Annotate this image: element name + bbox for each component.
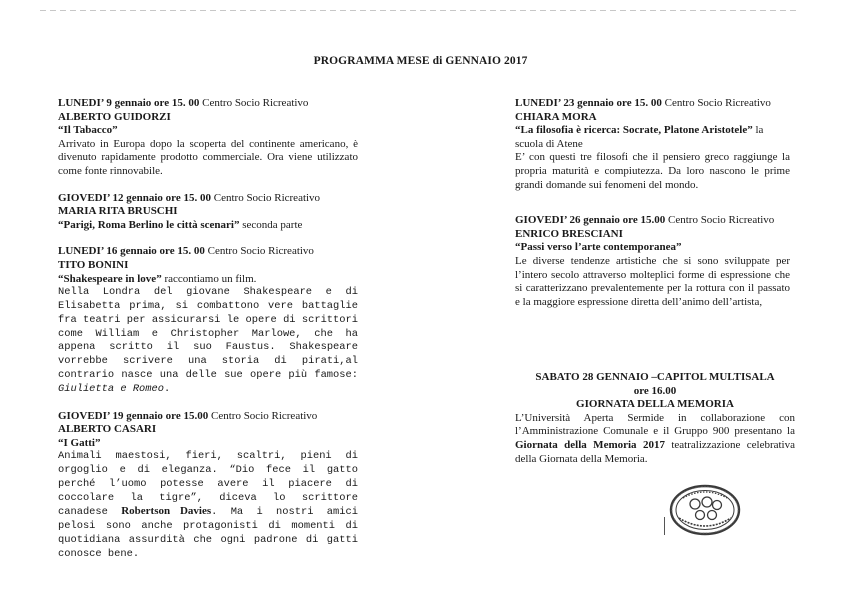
event-header (58, 245, 358, 259)
event-venue: Centro Socio Ricreativo (204, 245, 314, 258)
description-end: . (164, 382, 171, 395)
event-header (515, 97, 790, 111)
page-title: PROGRAMMA MESE di GENNAIO 2017 (313, 55, 528, 67)
description-bold: Giornata della Memoria 2017 (515, 438, 665, 451)
event-title: “La filosofia è ricerca: Socrate, Platone Aristotele” (515, 124, 753, 137)
event-title: “Parigi, Roma Berlino le città scenari” (58, 218, 240, 231)
event-26-gennaio (515, 214, 790, 309)
event-description (58, 450, 358, 561)
event-venue: Centro Socio Ricreativo (211, 191, 321, 204)
event-subtitle: seconda parte (239, 218, 303, 231)
special-title: GIORNATA DELLA MEMORIA (576, 398, 734, 411)
event-23-gennaio (515, 97, 790, 192)
event-title: “Il Tabacco” (58, 124, 118, 137)
event-subtitle: raccontiamo un film. (161, 272, 257, 285)
event-header (58, 192, 358, 206)
event-title-line (58, 273, 358, 287)
description-italic: Giulietta e Romeo (58, 382, 165, 395)
event-date: LUNEDI’ 23 gennaio ore 15. 00 (515, 97, 662, 109)
event-venue: Centro Socio Ricreativo (199, 97, 309, 109)
event-date: LUNEDI’ 16 gennaio ore 15. 00 (58, 245, 205, 258)
event-19-gennaio (58, 410, 358, 562)
event-date: LUNEDI’ 9 gennaio ore 15. 00 (58, 97, 200, 109)
event-header (58, 410, 358, 424)
event-title-line (58, 219, 358, 233)
speaker-name: ALBERTO CASARI (58, 423, 157, 436)
speaker-name: MARIA RITA BRUSCHI (58, 205, 178, 218)
event-header (515, 214, 790, 228)
event-venue: Centro Socio Ricreativo (661, 97, 771, 109)
description-bold: Robertson Davies (121, 505, 212, 518)
event-title-line (515, 124, 790, 151)
description-end: . Ma i nostri amici pelosi sono anche protagonisti di momenti di quotidiana assurdità che ogni padrone di gatti conosce bene. (58, 506, 358, 560)
left-column (58, 97, 358, 575)
event-title: “I Gatti” (58, 436, 101, 449)
speaker-name: ENRICO BRESCIANI (515, 227, 623, 240)
description-text: L’Università Aperta Sermide in collaborazione con l’Amministrazione Comunale e il Gruppo 900 presentano la (515, 411, 795, 438)
event-header (58, 97, 358, 111)
event-venue: Centro Socio Ricreativo (208, 409, 318, 422)
event-title: “Shakespeare in love” (58, 272, 162, 285)
event-date: GIOVEDI’ 19 gennaio ore 15.00 (58, 409, 209, 422)
speaker-name: CHIARA MORA (515, 110, 597, 123)
speaker-name: TITO BONINI (58, 258, 129, 271)
special-description (515, 412, 795, 466)
event-16-gennaio (58, 245, 358, 396)
scan-artifact-line (40, 10, 800, 11)
special-time: ore 16.00 (633, 384, 677, 397)
event-description: Arrivato in Europa dopo la scoperta del continente americano, è divenuto rapidamente prodotto commerciale. Ora viene utilizzato come fonte rinnovabile. (58, 137, 358, 177)
event-description: E’ con questi tre filosofi che il pensiero greco raggiunge la propria maturità e compiutezza. Da loro nascono le prime grandi domande sui fenomeni del mondo. (515, 151, 790, 191)
event-subtitle: la scuola di Atene (515, 124, 764, 150)
event-date: GIOVEDI’ 12 gennaio ore 15. 00 (58, 191, 211, 204)
special-event-memoria (515, 371, 795, 466)
pen-mark (664, 517, 665, 535)
speaker-name: ALBERTO GUIDORZI (58, 110, 171, 123)
event-9-gennaio (58, 97, 358, 179)
event-description: Le diverse tendenze artistiche che si sono sviluppate per l’intero secolo attraverso molteplici forme di espressione che si caratterizzano prevalentemente per la rottura con il passato e la maggiore espressione diretta dell’animo dell’artista, (515, 254, 790, 308)
event-title: “Passi verso l’arte contemporanea” (515, 241, 682, 254)
right-column (515, 97, 790, 322)
gruppo-900-stamp-logo (669, 484, 741, 536)
description-text: Nella Londra del giovane Shakespeare e di Elisabetta prima, si combattono vere battaglie fra teatri per assicurarsi le opere di scrittori come William e Christopher Marlowe, che ha appena scritto il suo Faustus. Shakespeare vorrebbe scrivere una storia di pirati,al contrario nasce una delle sue opere più famose: (58, 286, 358, 381)
special-date-venue: SABATO 28 GENNAIO –CAPITOL MULTISALA (535, 371, 775, 383)
description-end: teatralizzazione celebrativa della Giornata della Memoria. (515, 438, 795, 465)
event-date: GIOVEDI’ 26 gennaio ore 15.00 (515, 214, 666, 227)
description-text: Animali maestosi, fieri, scaltri, pieni di orgoglio e di eleganza. “Dio fece il gatto perché l’uomo potesse avere il piacere di coccolare la tigre”, diceva lo scrittore canadese (58, 450, 358, 519)
event-12-gennaio (58, 192, 358, 233)
event-description (58, 286, 358, 396)
event-venue: Centro Socio Ricreativo (665, 214, 775, 227)
